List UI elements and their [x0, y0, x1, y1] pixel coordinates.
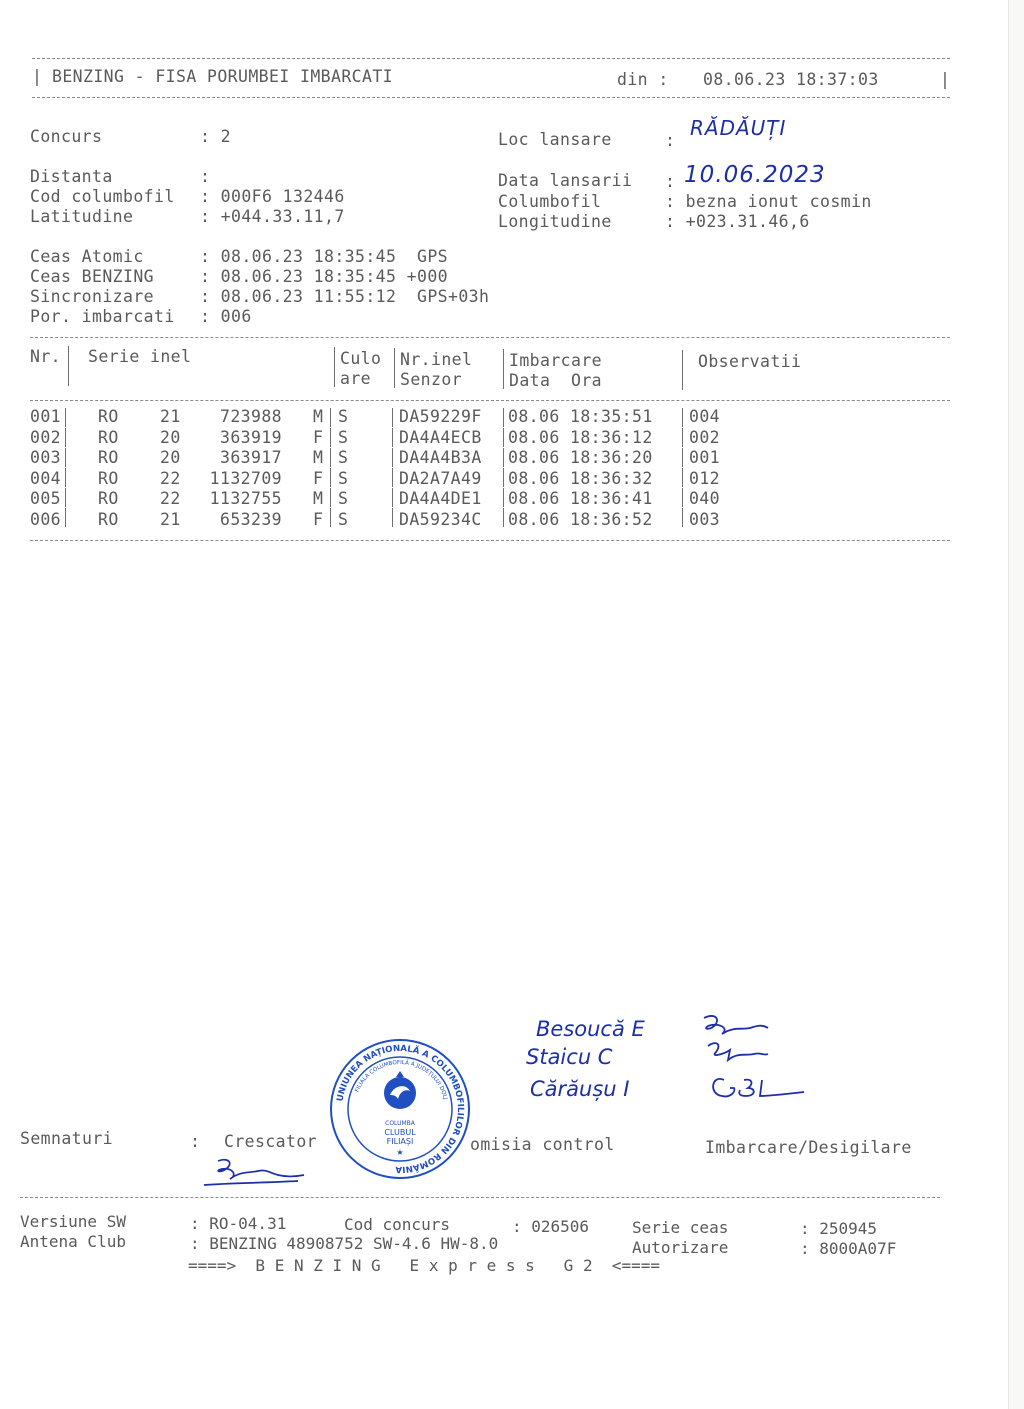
stamp-center-1: COLUMBA — [385, 1120, 415, 1127]
row-ring-number: 653239 — [219, 510, 282, 529]
column-separator — [503, 428, 504, 447]
row-observation: 012 — [689, 469, 721, 488]
stamp-center-3: FILIAȘI — [386, 1137, 414, 1146]
loc-lansare-handwritten: RĂDĂUȚI — [690, 116, 787, 140]
ceas-benzing-label: Ceas BENZING — [30, 267, 155, 286]
row-color: S — [338, 489, 349, 508]
column-separator — [65, 508, 66, 527]
row-observation: 004 — [689, 407, 721, 426]
row-observation: 040 — [689, 489, 721, 508]
concurs-label: Concurs — [30, 127, 103, 146]
column-separator — [503, 468, 504, 487]
column-separator — [682, 408, 683, 427]
ceas-atomic-value: : 08.06.23 18:35:45 GPS — [200, 247, 449, 266]
crescator-signature — [200, 1155, 310, 1191]
row-color: S — [338, 407, 349, 426]
longitudine-label: Longitudine — [498, 212, 612, 231]
sincronizare-label: Sincronizare — [30, 287, 155, 306]
cod-concurs-value: : 026506 — [512, 1217, 590, 1236]
row-sex: M — [313, 448, 324, 467]
versiune-sw-value: : RO-04.31 — [190, 1214, 287, 1233]
row-nr: 001 — [30, 407, 62, 426]
semnaturi-label: Semnaturi — [20, 1129, 114, 1148]
row-observation: 001 — [689, 448, 721, 467]
header-din-value: 08.06.23 18:37:03 — [703, 70, 879, 89]
imbarcare-desigilare-label: Imbarcare/Desigilare — [705, 1138, 912, 1157]
row-sex: F — [313, 428, 324, 447]
column-separator — [392, 488, 393, 507]
commission-signatures — [690, 1010, 810, 1110]
header-sep-4 — [503, 349, 504, 389]
col-header-culoare-1: Culo — [340, 349, 382, 368]
row-year: 22 — [160, 489, 181, 508]
header-bottom-divider — [32, 97, 950, 98]
column-separator — [503, 448, 504, 467]
row-color: S — [338, 448, 349, 467]
header-left-bar: | — [32, 67, 43, 86]
data-lansarii-colon: : — [665, 172, 676, 191]
columbofil-value: : bezna ionut cosmin — [665, 192, 872, 211]
column-separator — [392, 448, 393, 467]
crescator-label: Crescator — [224, 1132, 318, 1151]
row-year: 21 — [160, 407, 181, 426]
antena-club-value: : BENZING 48908752 SW-4.6 HW-8.0 — [190, 1234, 499, 1253]
row-sensor: DA2A7A49 — [399, 469, 482, 488]
col-header-imbarcare-2: Data Ora — [509, 371, 603, 390]
row-country: RO — [98, 407, 119, 426]
col-header-serie: Serie inel — [88, 347, 192, 366]
table-bottom-divider — [30, 540, 950, 541]
serie-ceas-label: Serie ceas — [632, 1218, 729, 1237]
row-ring-number: 1132755 — [209, 489, 282, 508]
cod-columbofil-label: Cod columbofil — [30, 187, 175, 206]
header-sep-2 — [334, 347, 335, 387]
stamp-outer-text: UNIUNEA NAȚIONALĂ A COLUMBOFILILOR DIN ROMÂNIA — [335, 1043, 466, 1175]
longitudine-value: : +023.31.46,6 — [665, 212, 810, 231]
row-year: 21 — [160, 510, 181, 529]
column-separator — [65, 408, 66, 427]
row-sensor: DA4A4ECB — [399, 428, 482, 447]
col-header-imbarcare-1: Imbarcare — [509, 351, 603, 370]
por-imbarcati-label: Por. imbarcati — [30, 307, 175, 326]
row-sex: F — [313, 510, 324, 529]
cod-concurs-label: Cod concurs — [344, 1215, 450, 1234]
column-separator — [682, 488, 683, 507]
row-ring-number: 1132709 — [209, 469, 282, 488]
row-embark-time: 08.06 18:36:12 — [508, 428, 653, 447]
row-ring-number: 723988 — [219, 407, 282, 426]
table-header-divider — [30, 400, 950, 401]
column-separator — [503, 488, 504, 507]
column-separator — [503, 408, 504, 427]
row-color: S — [338, 510, 349, 529]
column-separator — [65, 488, 66, 507]
row-nr: 004 — [30, 469, 62, 488]
antena-club-label: Antena Club — [20, 1232, 126, 1251]
row-country: RO — [98, 448, 119, 467]
row-embark-time: 08.06 18:36:20 — [508, 448, 653, 467]
versiune-sw-label: Versiune SW — [20, 1212, 126, 1231]
row-sensor: DA59229F — [399, 407, 482, 426]
ceas-atomic-label: Ceas Atomic — [30, 247, 144, 266]
row-sex: M — [313, 407, 324, 426]
row-ring-number: 363917 — [219, 448, 282, 467]
column-separator — [682, 468, 683, 487]
column-separator — [392, 468, 393, 487]
loc-lansare-colon: : — [665, 131, 676, 150]
cod-columbofil-value: : 000F6 132446 — [200, 187, 345, 206]
column-separator — [392, 508, 393, 527]
footer-divider — [20, 1197, 940, 1198]
column-separator — [330, 508, 331, 527]
distanta-label: Distanta — [30, 167, 113, 186]
row-country: RO — [98, 428, 119, 447]
row-country: RO — [98, 510, 119, 529]
row-ring-number: 363919 — [219, 428, 282, 447]
row-embark-time: 08.06 18:36:41 — [508, 489, 653, 508]
autorizare-value: : 8000A07F — [800, 1239, 897, 1258]
row-observation: 002 — [689, 428, 721, 447]
row-embark-time: 08.06 18:36:32 — [508, 469, 653, 488]
star-icon: ★ — [396, 1148, 404, 1157]
row-embark-time: 08.06 18:35:51 — [508, 407, 653, 426]
row-color: S — [338, 469, 349, 488]
loc-lansare-label: Loc lansare — [498, 130, 612, 149]
col-header-nrinel-1: Nr.inel — [400, 350, 473, 369]
comisia-control-label: omisia control — [470, 1135, 615, 1154]
col-header-nr: Nr. — [30, 347, 62, 366]
column-separator — [65, 448, 66, 467]
col-header-culoare-2: are — [340, 369, 372, 388]
semnaturi-colon: : — [190, 1132, 201, 1151]
row-embark-time: 08.06 18:36:52 — [508, 510, 653, 529]
col-header-observatii: Observatii — [698, 352, 802, 371]
club-stamp — [328, 1037, 472, 1181]
row-color: S — [338, 428, 349, 447]
header-title: BENZING - FISA PORUMBEI IMBARCATI — [52, 67, 394, 86]
data-lansarii-handwritten: 10.06.2023 — [684, 162, 826, 188]
row-sensor: DA4A4B3A — [399, 448, 482, 467]
row-nr: 006 — [30, 510, 62, 529]
column-separator — [330, 448, 331, 467]
benzing-brand-line: ====> B E N Z I N G E x p r e s s G 2 <==== — [188, 1256, 661, 1275]
columbofil-label: Columbofil — [498, 192, 602, 211]
row-nr: 003 — [30, 448, 62, 467]
data-lansarii-label: Data lansarii — [498, 171, 633, 190]
serie-ceas-value: : 250945 — [800, 1219, 878, 1238]
row-year: 22 — [160, 469, 181, 488]
row-observation: 003 — [689, 510, 721, 529]
ceas-benzing-value: : 08.06.23 18:35:45 +000 — [200, 267, 449, 286]
column-separator — [392, 408, 393, 427]
commission-name-1: Besoucă E — [536, 1017, 645, 1041]
column-separator — [682, 428, 683, 447]
row-nr: 005 — [30, 489, 62, 508]
header-sep-5 — [682, 350, 683, 390]
column-separator — [682, 508, 683, 527]
concurs-value: : 2 — [200, 127, 232, 146]
header-sep-1 — [68, 346, 69, 386]
col-header-nrinel-2: Senzor — [400, 370, 463, 389]
row-year: 20 — [160, 448, 181, 467]
sincronizare-value: : 08.06.23 11:55:12 GPS+03h — [200, 287, 490, 306]
pigeon-logo-icon — [384, 1071, 416, 1109]
row-nr: 002 — [30, 428, 62, 447]
column-separator — [65, 468, 66, 487]
distanta-value: : — [200, 167, 211, 186]
stamp-center-2: CLUBUL — [384, 1128, 416, 1137]
column-separator — [330, 488, 331, 507]
table-top-divider — [30, 337, 950, 338]
row-country: RO — [98, 469, 119, 488]
commission-name-2: Staicu C — [526, 1045, 613, 1069]
column-separator — [330, 408, 331, 427]
stamp-inner-text: FILIALA COLUMBOFILĂ A JUDEȚULUI DOLJ — [354, 1059, 448, 1101]
commission-name-3: Cărăușu I — [530, 1077, 630, 1101]
header-top-divider — [32, 58, 950, 59]
por-imbarcati-value: : 006 — [200, 307, 252, 326]
header-right-bar: | — [940, 70, 951, 89]
column-separator — [330, 428, 331, 447]
row-country: RO — [98, 489, 119, 508]
row-sex: F — [313, 469, 324, 488]
column-separator — [392, 428, 393, 447]
column-separator — [503, 508, 504, 527]
latitudine-label: Latitudine — [30, 207, 134, 226]
row-sex: M — [313, 489, 324, 508]
column-separator — [65, 428, 66, 447]
header-din-label: din : — [617, 70, 669, 89]
header-sep-3 — [394, 348, 395, 388]
row-sensor: DA59234C — [399, 510, 482, 529]
autorizare-label: Autorizare — [632, 1238, 729, 1257]
column-separator — [330, 468, 331, 487]
row-year: 20 — [160, 428, 181, 447]
column-separator — [682, 448, 683, 467]
row-sensor: DA4A4DE1 — [399, 489, 482, 508]
latitudine-value: : +044.33.11,7 — [200, 207, 345, 226]
